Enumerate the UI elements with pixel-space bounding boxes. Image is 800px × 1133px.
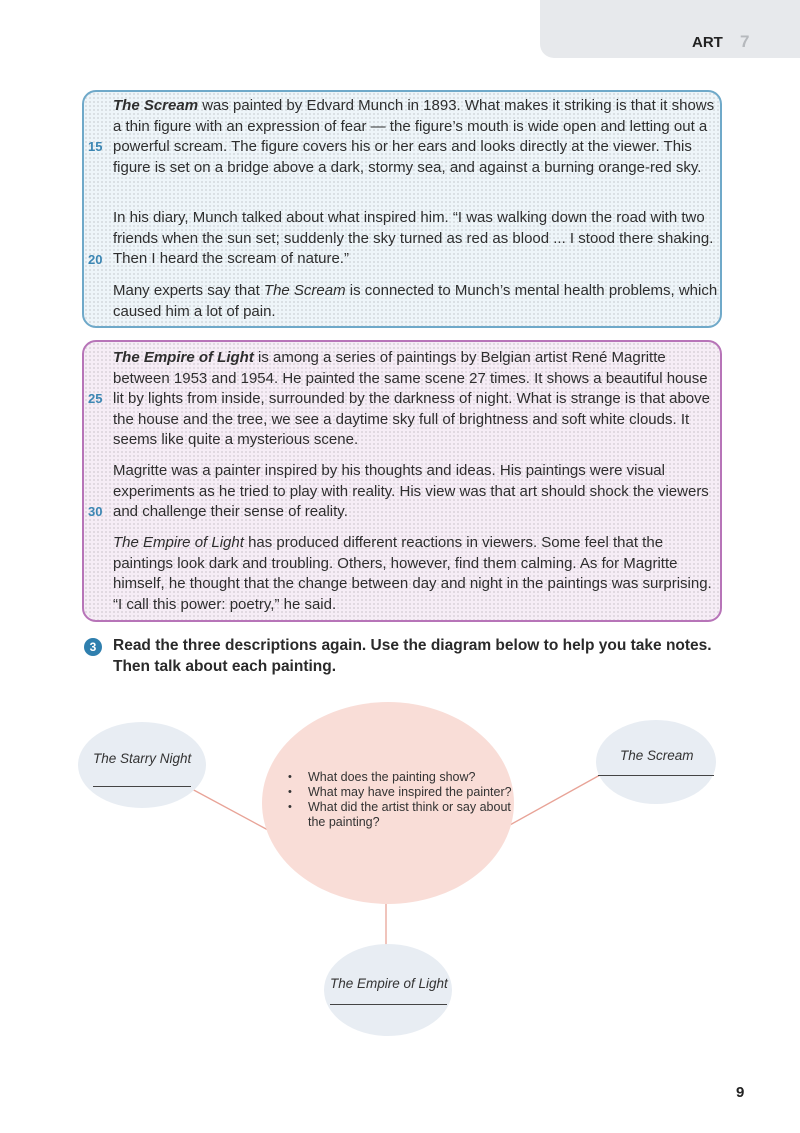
line-number-15: 15 [88,139,103,154]
empire-title: The Empire of Light [113,349,254,366]
question-item: • What does the painting show? [284,770,514,785]
page-number: 9 [736,1084,745,1101]
question-item: • What may have inspired the painter? [284,785,514,800]
exercise-number-badge: 3 [84,638,102,656]
connector-right [508,775,600,826]
line-number-30: 30 [88,504,103,519]
line-number-20: 20 [88,252,103,267]
starry-night-answer-line[interactable] [93,786,191,787]
empire-paragraph-2: Magritte was a painter inspired by his thoughts and ideas. His paintings were visual experiments as he tried to play with reality. His view was that art should shock the viewers and challenge their sense of reality. [113,462,709,520]
unit-label: ART [692,34,723,51]
scream-paragraph-1: The Scream was painted by Edvard Munch in 1893. What makes it striking is that it shows a thin figure with an expression of fear — the figure’s mouth is wide open and letting out a powerful scream. The figure covers his or her ears and looks directly at the viewer. This figure is set on a bridge above a dark, stormy sea, and against a burning orange-red sky. [113,97,715,176]
empire-answer-line[interactable] [330,1004,447,1005]
line-number-25: 25 [88,391,103,406]
scream-paragraph-2: In his diary, Munch talked about what inspired him. “I was walking down the road with two friends when the sun set; suddenly the sky turned as red as blood ... I stood there shaking. Then I heard the scream of nature.” [113,209,714,267]
empire-label: The Empire of Light [330,976,448,991]
unit-number: 7 [740,32,750,51]
connector-left [190,788,268,830]
scream-answer-line[interactable] [598,775,714,776]
empire-paragraph-1: The Empire of Light is among a series of paintings by Belgian artist René Magritte between 1953 and 1954. He painted the same scene 27 times. It shows a beautiful house lit by lights from inside, surrounded by the darkness of night. What is strange is that above the house and the tree, we see a daytime sky full of brightness and soft white clouds. It seems like quite a mysterious scene. [113,349,710,448]
starry-night-label: The Starry Night [93,751,192,766]
exercise-instruction: Read the three descriptions again. Use the diagram below to help you take notes. Then talk about each painting. [113,637,712,675]
scream-paragraph-3: Many experts say that The Scream is connected to Munch’s mental health problems, which caused him a lot of pain. [113,282,718,320]
scream-title: The Scream [113,97,199,114]
question-item: • What did the artist think or say about the painting? [284,800,514,830]
diagram-question-list [284,770,514,830]
empire-paragraph-3: The Empire of Light has produced different reactions in viewers. Some feel that the paintings look dark and troubling. Others, however, find them calming. As for Magritte himself, he thought that the change between day and night in the paintings was surprising. “I call this power: poetry,” he said. [113,534,712,613]
scream-label: The Scream [620,748,694,763]
